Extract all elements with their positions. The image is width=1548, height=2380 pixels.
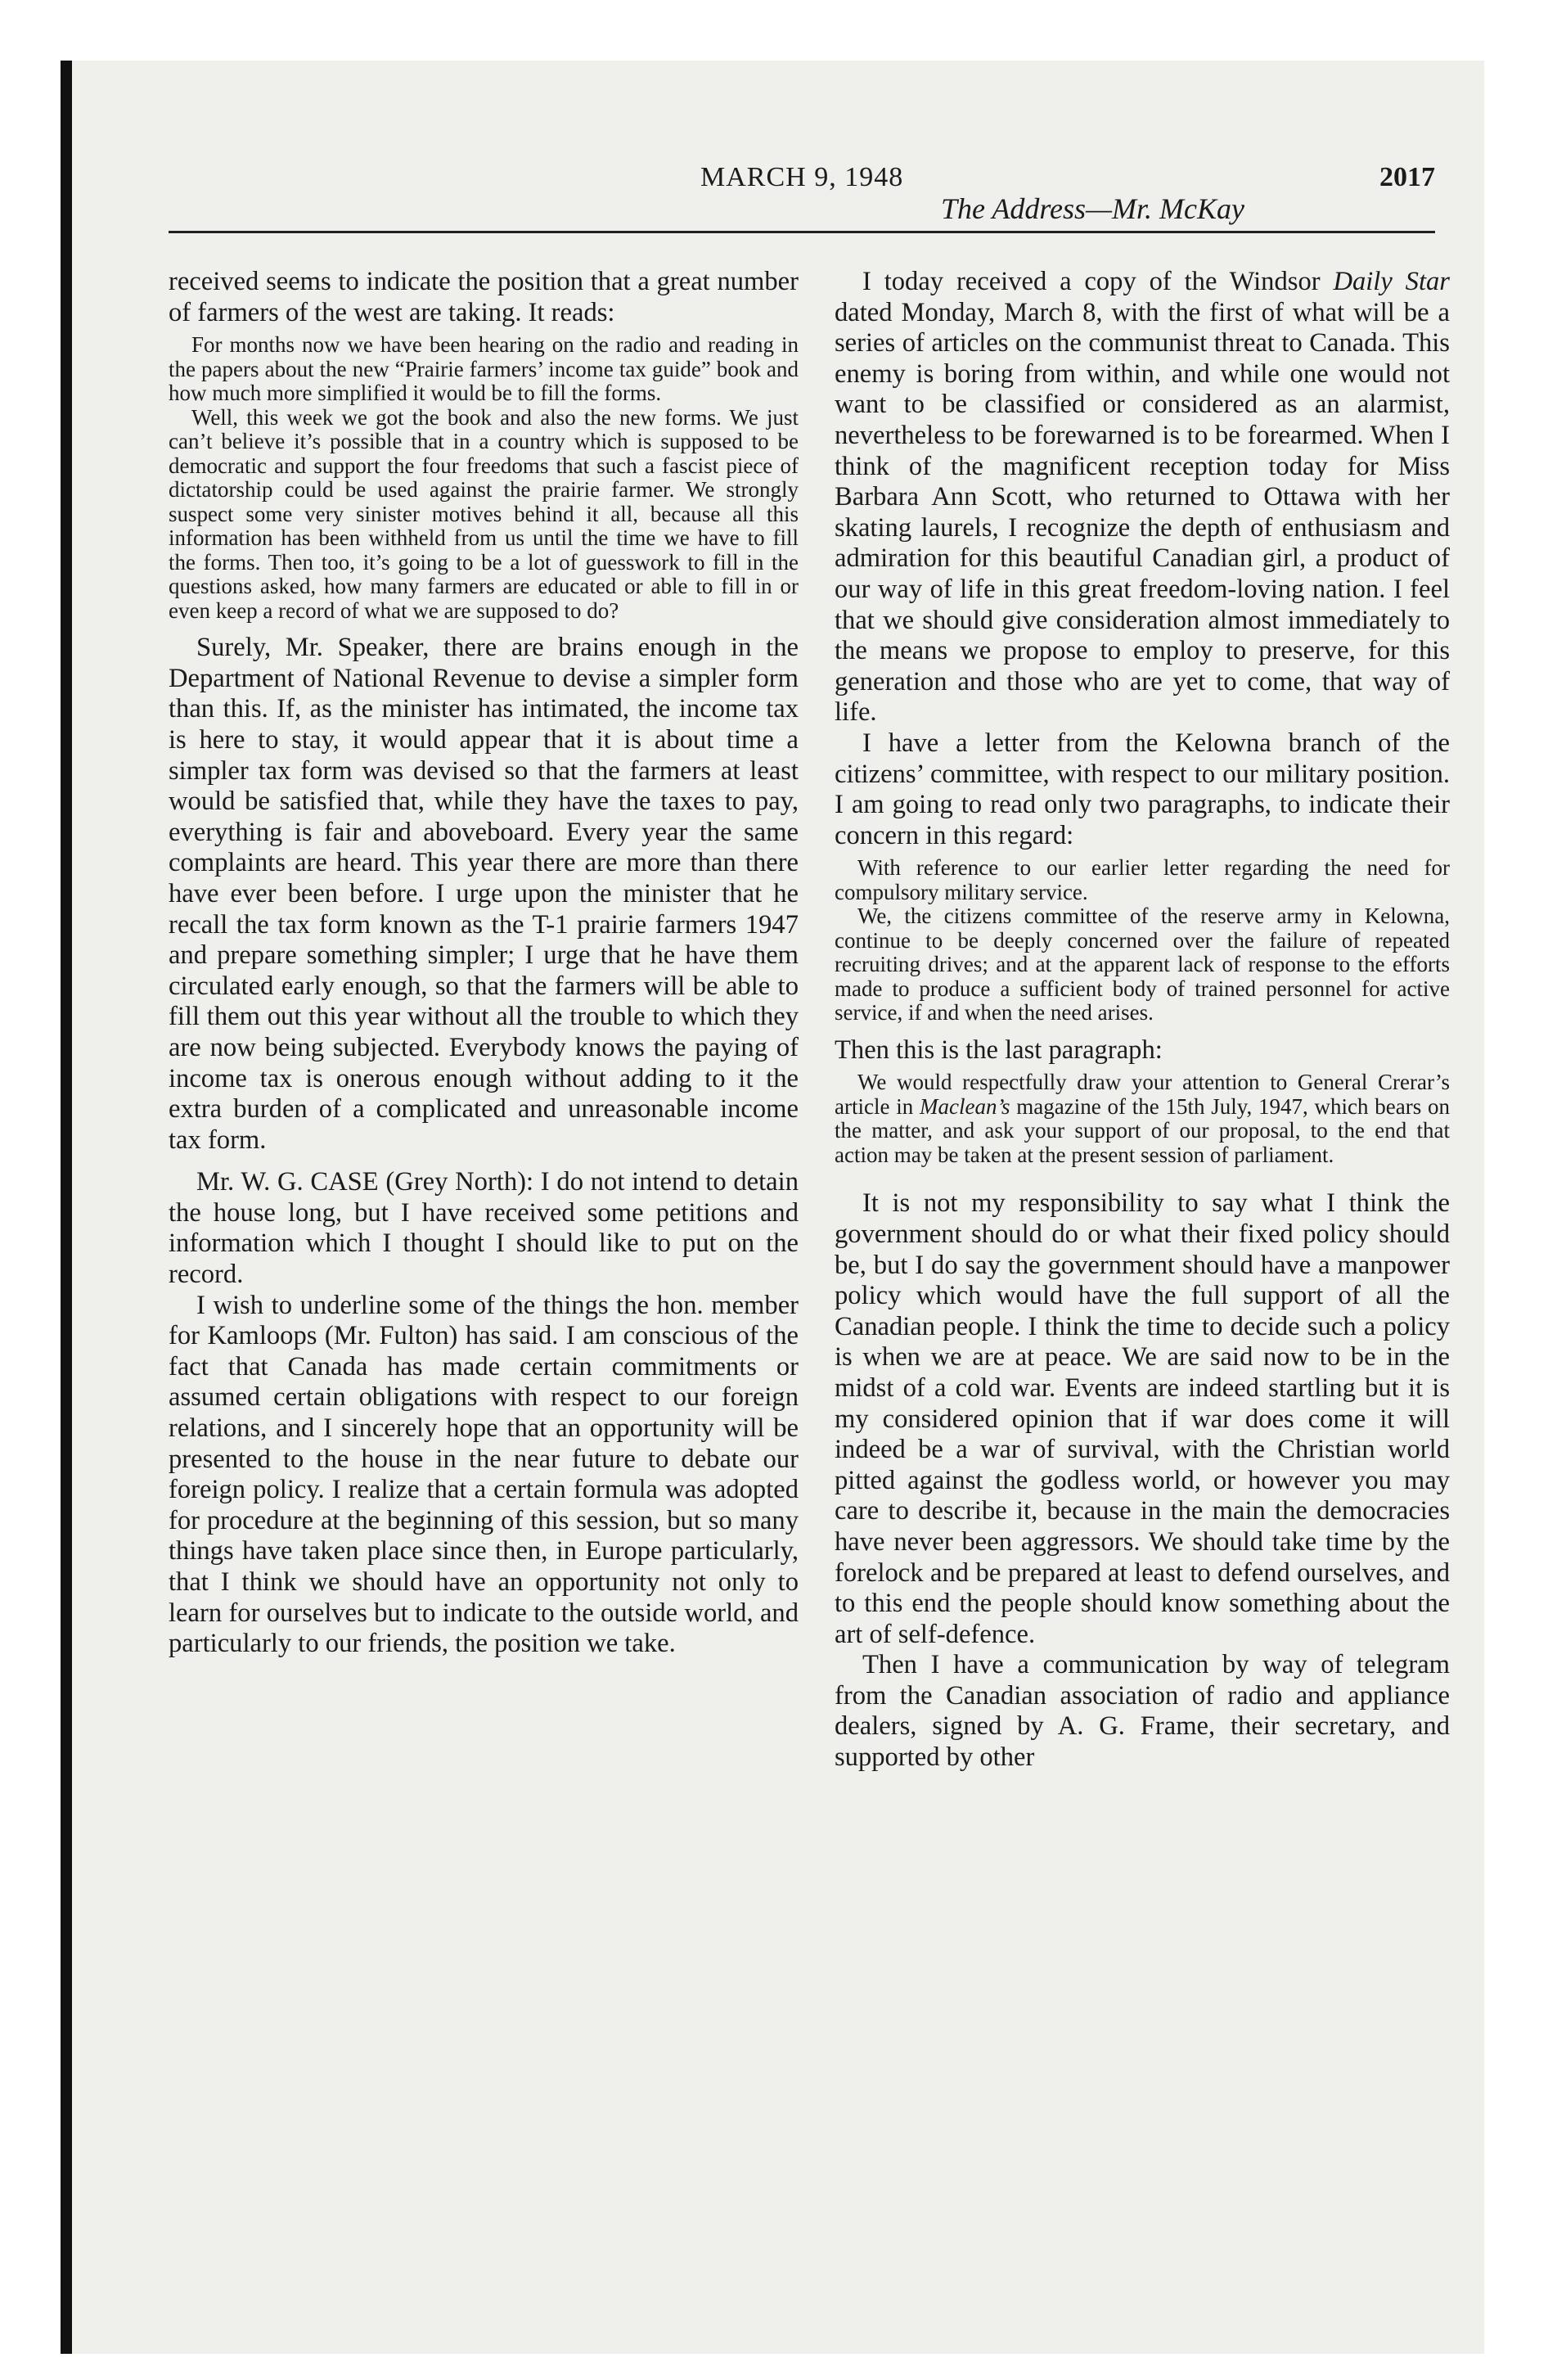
left-paragraph-2: Surely, Mr. Speaker, there are brains enough in the Department of National Revenue to devise a simpler form than this. If, as the minister has intimated, the income tax is here to stay, it would appear that it is about time a simpler tax form was devised so that the farmers at least would be satisfied that, while they have the taxes to pay, everything is fair and aboveboard. Every year the same complaints are heard. This year there are more than there have ever been before. I urge upon the minister that he recall the tax form known as the T-1 prairie farmers 1947 and prepare something simpler; I urge that he have them circulated early enough, so that the farmers will be able to fill them out this year without all the trouble to which they are now being subjected. Everybody knows the paying of income tax is onerous enough without adding to it the extra burden of a complicated and unreasonable income tax form. [169, 633, 799, 1155]
magazine-title: Maclean’s [919, 1093, 1010, 1119]
header-subtitle: The Address—Mr. McKay [941, 192, 1244, 225]
quoted-last-paragraph [835, 1071, 1450, 1167]
left-paragraph-3: Mr. W. G. CASE (Grey North): I do not intend to detain the house long, but I have received some petitions and information which I thought I should like to put on the record. [169, 1167, 799, 1290]
quote-farmers-para-2: Well, this week we got the book and also the new forms. We just can’t believe it’s possible that in a country which is supposed to be democratic and support the four freedoms that such a fascist piece of dictatorship could be used against the prairie farmer. We strongly suspect some very sinister motives behind it all, because all this information has been withheld from us until the time we have to fill the forms. Then too, it’s going to be a lot of guesswork to fill in the questions asked, how many farmers are educated or able to fill in or even keep a record of what we are supposed to do? [169, 404, 799, 623]
quote-kelowna-para-1: With reference to our earlier letter regarding the need for compulsory military service. [835, 855, 1450, 904]
page-binding-edge [61, 61, 72, 2354]
quoted-letter-farmers [169, 333, 799, 623]
quote-farmers-para-1: For months now we have been hearing on the radio and reading in the papers about the new “Prairie farmers’ income tax guide” book and how much more simplified it would be to fill the forms. [169, 332, 799, 406]
right-paragraph-3: Then this is the last paragraph: [835, 1034, 1163, 1065]
header-date: MARCH 9, 1948 [700, 162, 904, 192]
page-number: 2017 [1379, 162, 1435, 192]
right-paragraph-2: I have a letter from the Kelowna branch of the citizens’ committee, with respect to our military position. I am going to read only two paragraphs, to indicate their concern in this regard: [835, 728, 1450, 850]
page-header [0, 92, 1548, 239]
header-rule [169, 231, 1435, 233]
quoted-letter-kelowna [835, 856, 1450, 1025]
left-column [169, 267, 799, 1660]
right-paragraph-4: It is not my responsibility to say what I think the government should do or what their fixed policy should be, but I do say the government should have a manpower policy which would have the full support of all the Canadian people. I think the time to decide such a policy is when we are at peace. We are said now to be in the midst of a cold war. Events are indeed startling but it is my considered opinion that if war does come it will indeed be a war of survival, with the Christian world pitted against the godless world, or however you may care to describe it, because in the main the democracies have never been aggressors. We should take time by the forelock and be prepared at least to defend ourselves, and to this end the people should know something about the art of self-defence. [835, 1188, 1450, 1649]
right-paragraph-5: Then I have a communication by way of telegram from the Canadian association of radio and appliance dealers, signed by A. G. Frame, their secretary, and supported by other [835, 1650, 1450, 1773]
left-paragraph-4: I wish to underline some of the things the hon. member for Kamloops (Mr. Fulton) has said. I am conscious of the fact that Canada has made certain commitments or assumed certain obligations with respect to our foreign relations, and I sincerely hope that an opportunity will be presented to the house in the near future to debate our foreign policy. I realize that a certain formula was adopted for procedure at the beginning of this session, but so many things have taken place since then, in Europe particularly, that I think we should have an opportunity not only to learn for ourselves but to indicate to the outside world, and particularly to our friends, the position we take. [169, 1290, 799, 1659]
quote-last-para: We would respectfully draw your attention to General Crerar’s article in Maclean’s magazine of the 15th July, 1947, which bears on the matter, and ask your support of our proposal, to the end that action may be taken at the present session of parliament. [835, 1070, 1450, 1167]
left-paragraph-1: received seems to indicate the position that a great number of farmers of the west are taking. It reads: [169, 267, 799, 327]
right-column [835, 267, 1450, 1774]
quote-kelowna-para-2: We, the citizens committee of the reserve army in Kelowna, continue to be deeply concerned over the failure of repeated recruiting drives; and at the apparent lack of response to the efforts made to produce a sufficient body of trained personnel for active service, if and when the need arises. [835, 904, 1450, 1025]
newspaper-title: Daily Star [1333, 267, 1450, 296]
right-paragraph-1: I today received a copy of the Windsor Daily Star dated Monday, March 8, with the first of what will be a series of articles on the communist threat to Canada. This enemy is boring from within, and while one would not want to be classified or considered as an alarmist, nevertheless to be forewarned is to be forearmed. When I think of the magnificent reception today for Miss Barbara Ann Scott, who returned to Ottawa with her skating laurels, I recognize the depth of enthusiasm and admiration for this beautiful Canadian girl, a product of our way of life in this great freedom-loving nation. I feel that we should give consideration almost immediately to the means we propose to employ to preserve, for this generation and those who are yet to come, that way of life. [835, 267, 1450, 728]
